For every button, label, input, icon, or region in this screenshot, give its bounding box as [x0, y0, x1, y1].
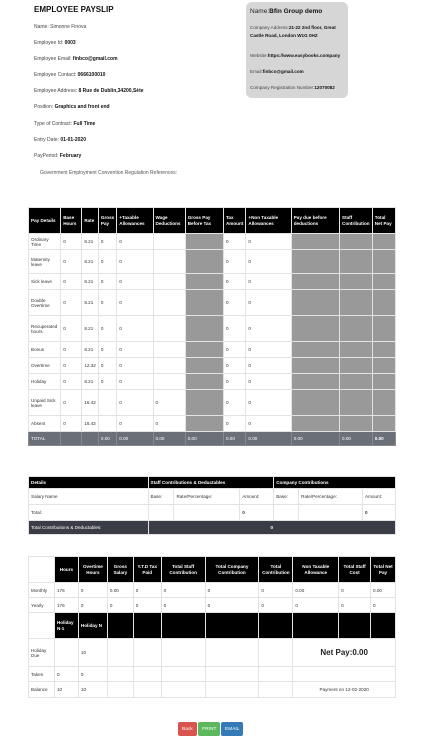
company-website: Website:https://www.easybooks.company — [250, 53, 341, 58]
holiday-n1-header: Holiday N-1 — [54, 613, 78, 639]
summary-cell: 0 — [293, 598, 339, 613]
pay-cell: Ordinary Time — [29, 234, 61, 250]
summary-row — [29, 583, 396, 598]
pay-cell: 0 — [117, 416, 153, 432]
net-pay: Net Pay:0.00 — [320, 648, 368, 657]
pay-total-cell: 0.00 — [153, 432, 185, 446]
pay-cell: Sick leave — [29, 274, 61, 290]
pay-cell: 0 — [246, 290, 291, 316]
pay-column-header: Pay due before deductions — [291, 208, 339, 234]
summary-cell: 0.00 — [107, 583, 133, 598]
pay-cell: 0 — [246, 250, 291, 274]
pay-cell: 0 — [153, 390, 185, 416]
pay-cell — [153, 342, 185, 358]
summary-column-header: Total Net Pay — [371, 557, 396, 583]
pay-column-header: Gross Pay Before Tax — [185, 208, 223, 234]
pay-cell — [372, 316, 395, 342]
pay-total-cell — [82, 432, 99, 446]
pay-cell: 8.21 — [82, 250, 99, 274]
pay-total-cell — [61, 432, 82, 446]
balance-n1: 10 — [54, 682, 78, 698]
pay-cell: 0 — [61, 234, 82, 250]
pay-cell: 16.42 — [82, 416, 99, 432]
pay-cell: 0 — [223, 234, 245, 250]
pay-cell — [340, 250, 373, 274]
summary-column-header: Total Company Contribution — [205, 557, 259, 583]
summary-column-header: Hours — [54, 557, 78, 583]
employee-field: Position: Graphics and front end — [34, 104, 110, 110]
pay-cell — [340, 316, 373, 342]
employee-field: Employee Id: 0003 — [34, 40, 76, 46]
pay-cell: 0 — [61, 250, 82, 274]
employee-field: Name: Simonne Finova — [34, 24, 87, 30]
pay-cell: 0 — [61, 358, 82, 374]
summary-column-header: Y.T.D Tax Paid — [133, 557, 161, 583]
pay-column-header: +Taxable Allowances — [117, 208, 153, 234]
staff-rate-label: Rate/Percentage: — [174, 489, 240, 505]
pay-cell: 0 — [117, 342, 153, 358]
contrib-header-staff: Staff Contributions & Deductables — [148, 477, 274, 489]
company-registration: Company Registration Number:12070082 — [250, 85, 335, 90]
total-contributions-value: 0 — [148, 521, 396, 535]
pay-cell: 0 — [117, 234, 153, 250]
summary-cell: 0 — [205, 583, 259, 598]
total-company-value: 0 — [363, 505, 396, 521]
company-base-label: Base: — [274, 489, 299, 505]
back-button[interactable]: Back — [178, 722, 197, 736]
pay-cell — [185, 290, 223, 316]
pay-cell — [372, 274, 395, 290]
pay-cell — [372, 290, 395, 316]
pay-cell: Maternity leave — [29, 250, 61, 274]
summary-cell: Monthly — [29, 583, 55, 598]
pay-cell: 0 — [117, 250, 153, 274]
pay-cell — [153, 374, 185, 390]
pay-cell — [340, 274, 373, 290]
pay-cell: 0 — [246, 234, 291, 250]
pay-total-row — [29, 432, 396, 446]
pay-cell — [291, 358, 339, 374]
pay-cell — [372, 234, 395, 250]
summary-cell: 0 — [259, 583, 293, 598]
pay-column-header: Rate — [82, 208, 99, 234]
pay-cell: 0 — [61, 416, 82, 432]
pay-column-header: +Non Taxable Allowances — [246, 208, 291, 234]
pay-cell — [291, 274, 339, 290]
summary-cell: 0 — [259, 598, 293, 613]
balance-label: Balance — [29, 682, 55, 698]
pay-cell: Bonus — [29, 342, 61, 358]
pay-cell — [185, 358, 223, 374]
pay-cell — [372, 416, 395, 432]
pay-row — [29, 316, 396, 342]
pay-row — [29, 234, 396, 250]
pay-column-header: Gross Pay — [98, 208, 116, 234]
pay-cell: 0 — [223, 358, 245, 374]
pay-row — [29, 274, 396, 290]
contrib-header-details: Details — [29, 477, 149, 489]
pay-total-cell: TOTAL — [29, 432, 61, 446]
summary-cell: 0 — [205, 598, 259, 613]
pay-cell — [153, 358, 185, 374]
pay-cell: 0 — [153, 416, 185, 432]
pay-column-header: Wage Deductions — [153, 208, 185, 234]
pay-row — [29, 390, 396, 416]
summary-cell: 0 — [339, 598, 371, 613]
pay-cell: 0 — [246, 342, 291, 358]
pay-details-table — [28, 207, 396, 446]
pay-cell: 8.21 — [82, 342, 99, 358]
pay-cell — [340, 342, 373, 358]
pay-cell — [185, 342, 223, 358]
pay-cell: 0 — [117, 316, 153, 342]
summary-column-header: Overtime Hours — [78, 557, 107, 583]
summary-cell: 0.00 — [371, 583, 396, 598]
pay-cell: 0 — [98, 234, 116, 250]
pay-cell: 8.21 — [82, 290, 99, 316]
company-rate-label: Rate/Percentage: — [299, 489, 363, 505]
payment-date: Payment on 12-02-2020 — [293, 682, 396, 698]
pay-total-cell: 0.00 — [223, 432, 245, 446]
pay-cell: Recuperated hours — [29, 316, 61, 342]
pay-cell — [340, 234, 373, 250]
balance-n: 10 — [78, 682, 107, 698]
summary-cell: 0.00 — [293, 583, 339, 598]
pay-cell — [340, 358, 373, 374]
summary-cell: 176 — [54, 583, 78, 598]
pay-column-header: Total Net Pay — [372, 208, 395, 234]
pay-cell — [185, 274, 223, 290]
pay-cell: Absent — [29, 416, 61, 432]
pay-cell — [185, 316, 223, 342]
summary-column-header: Total Contribution — [259, 557, 293, 583]
pay-cell — [372, 342, 395, 358]
pay-cell: 0 — [61, 274, 82, 290]
pay-cell: 0 — [223, 374, 245, 390]
pay-cell — [291, 342, 339, 358]
pay-cell — [340, 416, 373, 432]
pay-cell — [340, 290, 373, 316]
pay-cell — [372, 358, 395, 374]
summary-cell: 0 — [339, 583, 371, 598]
pay-cell: 0 — [98, 290, 116, 316]
pay-cell: 0 — [246, 374, 291, 390]
summary-cell: 0 — [161, 583, 205, 598]
pay-cell: 0 — [117, 274, 153, 290]
pay-cell — [153, 274, 185, 290]
pay-total-cell: 0.00 — [340, 432, 373, 446]
pay-cell: 0 — [61, 342, 82, 358]
pay-cell: 0 — [223, 290, 245, 316]
summary-cell: 0 — [161, 598, 205, 613]
pay-cell: 0 — [246, 416, 291, 432]
salary-name-label: Salary Name — [29, 489, 149, 505]
pay-cell — [185, 250, 223, 274]
summary-cell: 0 — [107, 598, 133, 613]
pay-total-cell: 0.00 — [372, 432, 395, 446]
pay-cell: 0 — [61, 374, 82, 390]
pay-cell — [185, 416, 223, 432]
holiday-due-n: 10 — [78, 639, 107, 667]
summary-column-header: Gross Salary — [107, 557, 133, 583]
pay-row — [29, 374, 396, 390]
pay-column-header: Staff Contribution — [340, 208, 373, 234]
pay-cell — [153, 290, 185, 316]
pay-cell — [291, 316, 339, 342]
pay-cell: 0 — [223, 250, 245, 274]
contributions-table — [28, 476, 396, 535]
pay-cell: 16.42 — [82, 390, 99, 416]
pay-cell: 0 — [61, 390, 82, 416]
pay-cell — [153, 234, 185, 250]
pay-row — [29, 250, 396, 274]
email-button[interactable]: EMAIL — [221, 722, 243, 736]
pay-column-header: Pay Details — [29, 208, 61, 234]
company-name: Name:Bfin Group demo — [250, 8, 323, 15]
summary-column-header: Total Staff Contribution — [161, 557, 205, 583]
pay-cell — [185, 374, 223, 390]
summary-column-header: Non Taxable Allowance — [293, 557, 339, 583]
pay-cell: 8.21 — [82, 316, 99, 342]
holiday-n-header: Holiday N — [78, 613, 107, 639]
pay-cell: 0 — [117, 390, 153, 416]
payslip-title: EMPLOYEE PAYSLIP — [34, 5, 114, 14]
pay-column-header: Base Hours — [61, 208, 82, 234]
company-amount-label: Amount: — [363, 489, 396, 505]
total-label: Total: — [29, 505, 149, 521]
summary-cell: 0 — [78, 583, 107, 598]
pay-cell: 0 — [61, 290, 82, 316]
pay-cell: 0 — [246, 274, 291, 290]
pay-cell — [340, 390, 373, 416]
company-address: Company Address:21-22 2nd floor, Great Castle Road, London W1G 0HZ — [250, 25, 336, 38]
pay-cell — [291, 290, 339, 316]
pay-cell — [372, 374, 395, 390]
pay-cell: 0 — [117, 290, 153, 316]
employee-field: Employee Address: 8 Rue de Dublin,34200,Sète — [34, 88, 144, 94]
pay-cell: 0 — [98, 358, 116, 374]
pay-cell: 0 — [117, 374, 153, 390]
pay-cell: 0 — [98, 342, 116, 358]
pay-cell: Double Overtime — [29, 290, 61, 316]
taken-n: 0 — [78, 667, 107, 682]
pay-cell: Holiday — [29, 374, 61, 390]
pay-cell: 8.21 — [82, 274, 99, 290]
pay-cell: 12.32 — [82, 358, 99, 374]
summary-table — [28, 556, 396, 698]
pay-cell — [291, 250, 339, 274]
pay-cell: 0 — [223, 316, 245, 342]
pay-cell — [98, 416, 116, 432]
summary-cell: 0 — [133, 598, 161, 613]
pay-total-cell: 0.00 — [117, 432, 153, 446]
pay-cell — [153, 250, 185, 274]
summary-row — [29, 598, 396, 613]
pay-cell — [185, 234, 223, 250]
pay-cell: 0 — [223, 390, 245, 416]
pay-row — [29, 416, 396, 432]
pay-cell — [185, 390, 223, 416]
regulation-references: Government Employment Convention Regulation References: — [40, 170, 178, 176]
employee-field: Employee Contact: 0666100010 — [34, 72, 106, 78]
total-staff-value: 0 — [240, 505, 274, 521]
employee-field: PayPeriod: February — [34, 153, 82, 159]
pay-row — [29, 290, 396, 316]
pay-total-cell: 0.00 — [246, 432, 291, 446]
pay-cell — [340, 374, 373, 390]
holiday-due-label: Holiday Due — [29, 639, 55, 667]
pay-cell: 8.21 — [82, 374, 99, 390]
taken-n1: 0 — [54, 667, 78, 682]
summary-cell: 0 — [371, 598, 396, 613]
summary-cell: 0 — [78, 598, 107, 613]
pay-total-cell: 0.00 — [291, 432, 339, 446]
company-email: Email:finbco@gmail.com — [250, 69, 304, 74]
pay-cell: 0 — [98, 274, 116, 290]
pay-cell: 8.21 — [82, 234, 99, 250]
pay-cell: 0 — [223, 274, 245, 290]
pay-cell: 0 — [223, 416, 245, 432]
pay-cell: 0 — [246, 390, 291, 416]
pay-cell: 0 — [246, 358, 291, 374]
pay-cell — [291, 374, 339, 390]
summary-cell: Yearly — [29, 598, 55, 613]
contrib-header-company: Company Contributions — [274, 477, 396, 489]
pay-cell — [291, 390, 339, 416]
summary-cell: 0 — [133, 583, 161, 598]
total-contributions-label: Total Contributions & Deductables: — [29, 521, 149, 535]
pay-cell: 0 — [246, 316, 291, 342]
pay-cell: 0 — [98, 374, 116, 390]
pay-total-cell: 0.00 — [185, 432, 223, 446]
employee-field: Entry Date: 01-01-2020 — [34, 137, 86, 143]
pay-cell: 0 — [117, 358, 153, 374]
staff-amount-label: Amount: — [240, 489, 274, 505]
summary-column-header: Total Staff Cost — [339, 557, 371, 583]
pay-cell — [291, 416, 339, 432]
taken-label: Taken — [29, 667, 55, 682]
pay-cell — [372, 390, 395, 416]
pay-total-cell: 0.00 — [98, 432, 116, 446]
pay-column-header: Tax Amount — [223, 208, 245, 234]
staff-base-label: Base: — [148, 489, 174, 505]
pay-cell — [291, 234, 339, 250]
pay-cell — [98, 390, 116, 416]
pay-row — [29, 342, 396, 358]
pay-row — [29, 358, 396, 374]
pay-cell — [153, 316, 185, 342]
pay-cell: 0 — [223, 342, 245, 358]
pay-cell: 0 — [98, 316, 116, 342]
pay-cell — [372, 250, 395, 274]
summary-cell: 176 — [54, 598, 78, 613]
employee-field: Type of Contract: Full Time — [34, 121, 96, 127]
pay-cell: 0 — [61, 316, 82, 342]
print-button[interactable]: PRINT — [198, 722, 220, 736]
company-info-box — [246, 2, 348, 98]
summary-column-header — [29, 557, 55, 583]
employee-field: Employee Email: finbco@gmail.com — [34, 56, 118, 62]
pay-cell: Overtime — [29, 358, 61, 374]
pay-cell: 0 — [98, 250, 116, 274]
pay-cell: Unpaid Sick leave — [29, 390, 61, 416]
